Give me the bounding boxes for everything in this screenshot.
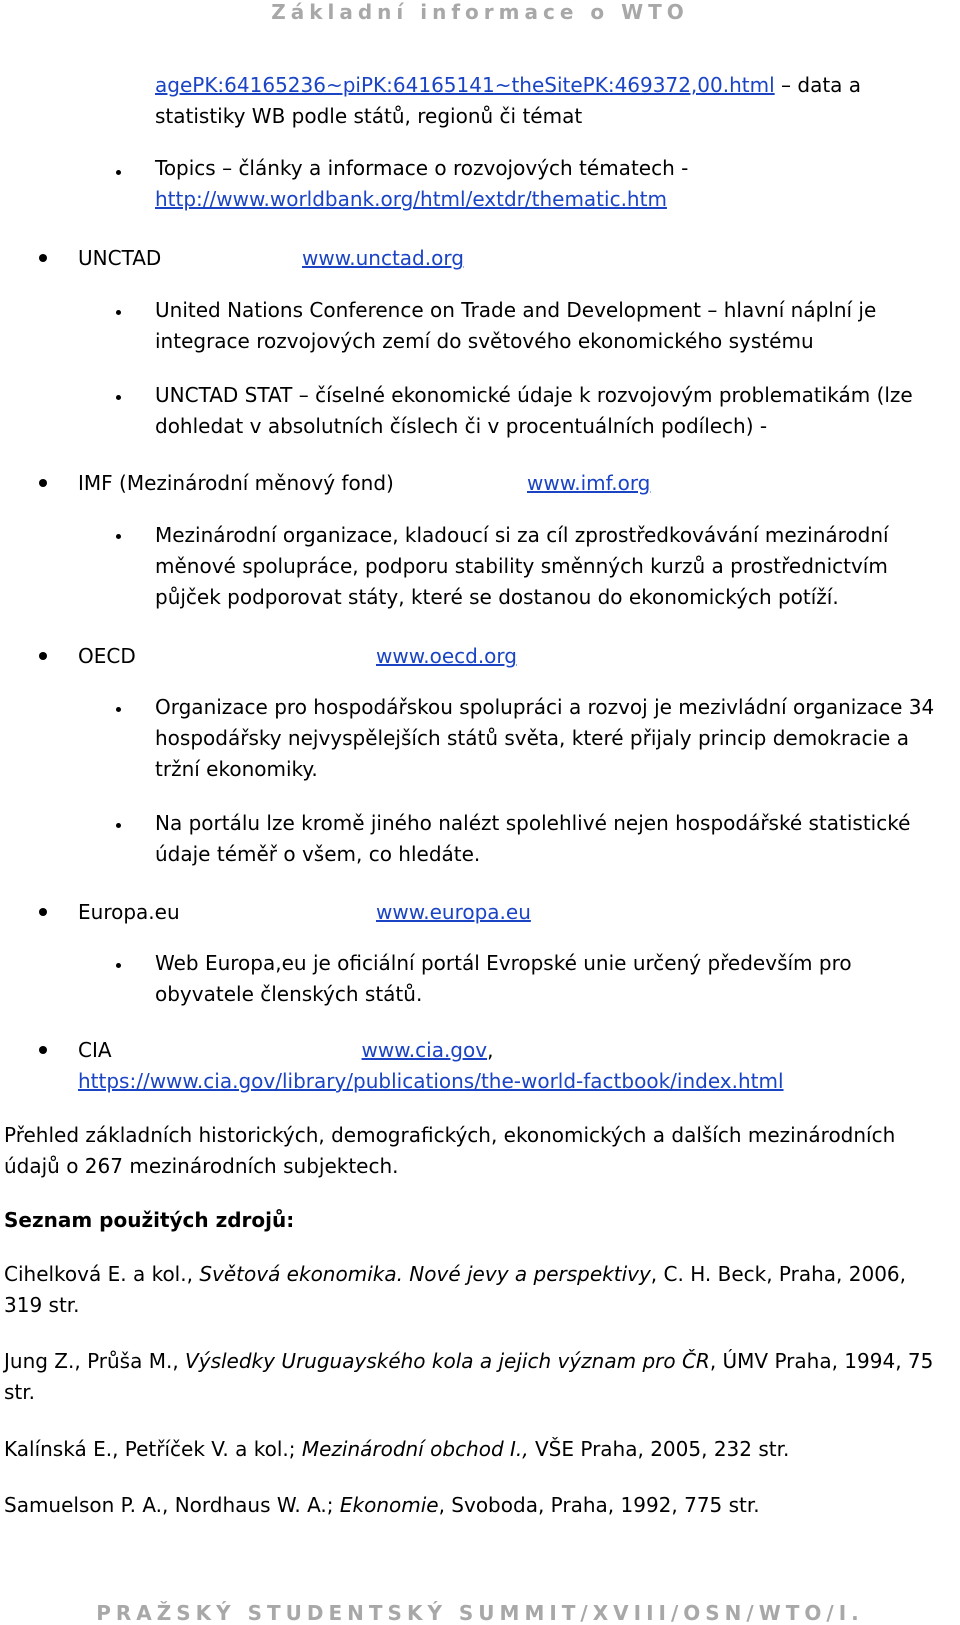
unctad-item-1-l2: integrace rozvojových zemí do světového ekonomického systému	[155, 329, 814, 353]
oecd-item-2	[155, 808, 945, 870]
bullet-icon	[39, 479, 47, 487]
europa-link-text[interactable]: www.europa.eu	[376, 900, 531, 924]
sources-heading: Seznam použitých zdrojů:	[4, 1208, 295, 1232]
source-3-authors: Kalínská E., Petříček V. a kol.;	[4, 1437, 302, 1461]
worldbank-topics-text: Topics – články a informace o rozvojových tématech -	[155, 156, 689, 180]
worldbank-topics-link[interactable]: http://www.worldbank.org/html/extdr/thematic.htm	[155, 187, 667, 211]
source-2-pub: , ÚMV Praha, 1994, 75	[709, 1349, 934, 1373]
source-1-pub: , C. H. Beck, Praha, 2006,	[650, 1262, 907, 1286]
imf-item-1-l1: Mezinárodní organizace, kladoucí si za cíl zprostředkovávání mezinárodní	[155, 523, 889, 547]
oecd-name: OECD	[78, 644, 136, 668]
worldbank-continuation	[155, 70, 945, 132]
bullet-icon	[39, 652, 47, 660]
worldbank-topics-item	[155, 153, 945, 215]
imf-link-text[interactable]: www.imf.org	[527, 471, 651, 495]
unctad-link-text[interactable]: www.unctad.org	[302, 246, 464, 270]
oecd-item-1-l2: hospodářsky nejvyspělejších států světa, které přijaly princip demokracie a	[155, 726, 909, 750]
source-4-authors: Samuelson P. A., Nordhaus W. A.;	[4, 1493, 340, 1517]
oecd-item-2-l2: údaje téměř o všem, co hledáte.	[155, 842, 481, 866]
europa-item-1-l2: obyvatele členských států.	[155, 982, 423, 1006]
unctad-link[interactable]	[302, 243, 464, 274]
source-2-title: Výsledky Uruguayského kola a jejich význam pro ČR	[185, 1349, 710, 1373]
bullet-icon	[116, 823, 121, 828]
oecd-item-1-l1: Organizace pro hospodářskou spolupráci a rozvoj je mezivládní organizace 34	[155, 695, 935, 719]
source-4-pub: , Svoboda, Praha, 1992, 775 str.	[438, 1493, 760, 1517]
europa-name: Europa.eu	[78, 900, 180, 924]
cia-desc-l1: Přehled základních historických, demografických, ekonomických a dalších mezinárodních	[4, 1123, 896, 1147]
bullet-icon	[39, 254, 47, 262]
unctad-item-2-l2: dohledat v absolutních číslech či v procentuálních podílech) -	[155, 414, 768, 438]
bullet-icon	[116, 310, 121, 315]
oecd-link-text[interactable]: www.oecd.org	[376, 644, 517, 668]
source-3-pub: VŠE Praha, 2005, 232 str.	[528, 1437, 790, 1461]
imf-item-1	[155, 520, 945, 613]
worldbank-cont-text-2: statistiky WB podle států, regionů či témat	[155, 104, 583, 128]
cia-link[interactable]: www.cia.gov	[361, 1038, 488, 1062]
europa-item-1-l1: Web Europa,eu je oficiální portál Evropské unie určený především pro	[155, 951, 852, 975]
source-2-pages: str.	[4, 1380, 36, 1404]
unctad-item-2-l1: UNCTAD STAT – číselné ekonomické údaje k rozvojovým problematikám (lze	[155, 383, 913, 407]
bullet-icon	[39, 1046, 47, 1054]
imf-item-1-l2: měnové spolupráce, podporu stability směnných kurzů a prostřednictvím	[155, 554, 888, 578]
page-footer: PRAŽSKÝ STUDENTSKÝ SUMMIT/XVIII/OSN/WTO/I.	[96, 1601, 864, 1625]
bullet-icon	[116, 963, 121, 968]
source-3-title: Mezinárodní obchod I.,	[301, 1437, 529, 1461]
source-4	[4, 1490, 954, 1521]
source-1	[4, 1259, 954, 1321]
worldbank-cont-text: – data a	[774, 73, 862, 97]
imf-link[interactable]	[527, 468, 650, 499]
imf-name: IMF (Mezinárodní měnový fond)	[78, 471, 394, 495]
imf-item-1-l3: půjček podporovat státy, které se dostanou do ekonomických potíží.	[155, 585, 839, 609]
bullet-icon	[116, 395, 121, 400]
bullet-icon	[116, 534, 121, 539]
oecd-link[interactable]	[376, 641, 517, 672]
bullet-icon	[39, 908, 47, 916]
oecd-item-2-l1: Na portálu lze kromě jiného nalézt spolehlivé nejen hospodářské statistické	[155, 811, 911, 835]
source-2	[4, 1346, 954, 1408]
unctad-item-2	[155, 380, 945, 442]
cia-factbook-link[interactable]: https://www.cia.gov/library/publications/the-world-factbook/index.html	[78, 1069, 784, 1093]
cia-name: CIA	[78, 1038, 112, 1062]
source-3	[4, 1434, 954, 1465]
oecd-item-1-l3: tržní ekonomiky.	[155, 757, 318, 781]
worldbank-country-stats-link[interactable]: agePK:64165236~piPK:64165141~theSitePK:469372,00.html	[155, 73, 775, 97]
unctad-name: UNCTAD	[78, 246, 162, 270]
source-1-pages: 319 str.	[4, 1293, 80, 1317]
oecd-item-1	[155, 692, 945, 785]
unctad-item-1	[155, 295, 945, 357]
cia-comma: ,	[487, 1038, 494, 1062]
page-header: Základní informace o WTO	[271, 0, 689, 24]
europa-item-1	[155, 948, 945, 1010]
cia-item	[78, 1035, 948, 1097]
cia-description	[4, 1120, 954, 1182]
cia-desc-l2: údajů o 267 mezinárodních subjektech.	[4, 1154, 399, 1178]
source-1-title: Světová ekonomika. Nové jevy a perspektivy	[199, 1262, 651, 1286]
unctad-item-1-l1: United Nations Conference on Trade and Development – hlavní náplní je	[155, 298, 877, 322]
europa-link[interactable]	[376, 897, 531, 928]
source-4-title: Ekonomie	[339, 1493, 439, 1517]
bullet-icon	[116, 170, 121, 175]
source-1-authors: Cihelková E. a kol.,	[4, 1262, 200, 1286]
source-2-authors: Jung Z., Průša M.,	[4, 1349, 186, 1373]
bullet-icon	[116, 707, 121, 712]
